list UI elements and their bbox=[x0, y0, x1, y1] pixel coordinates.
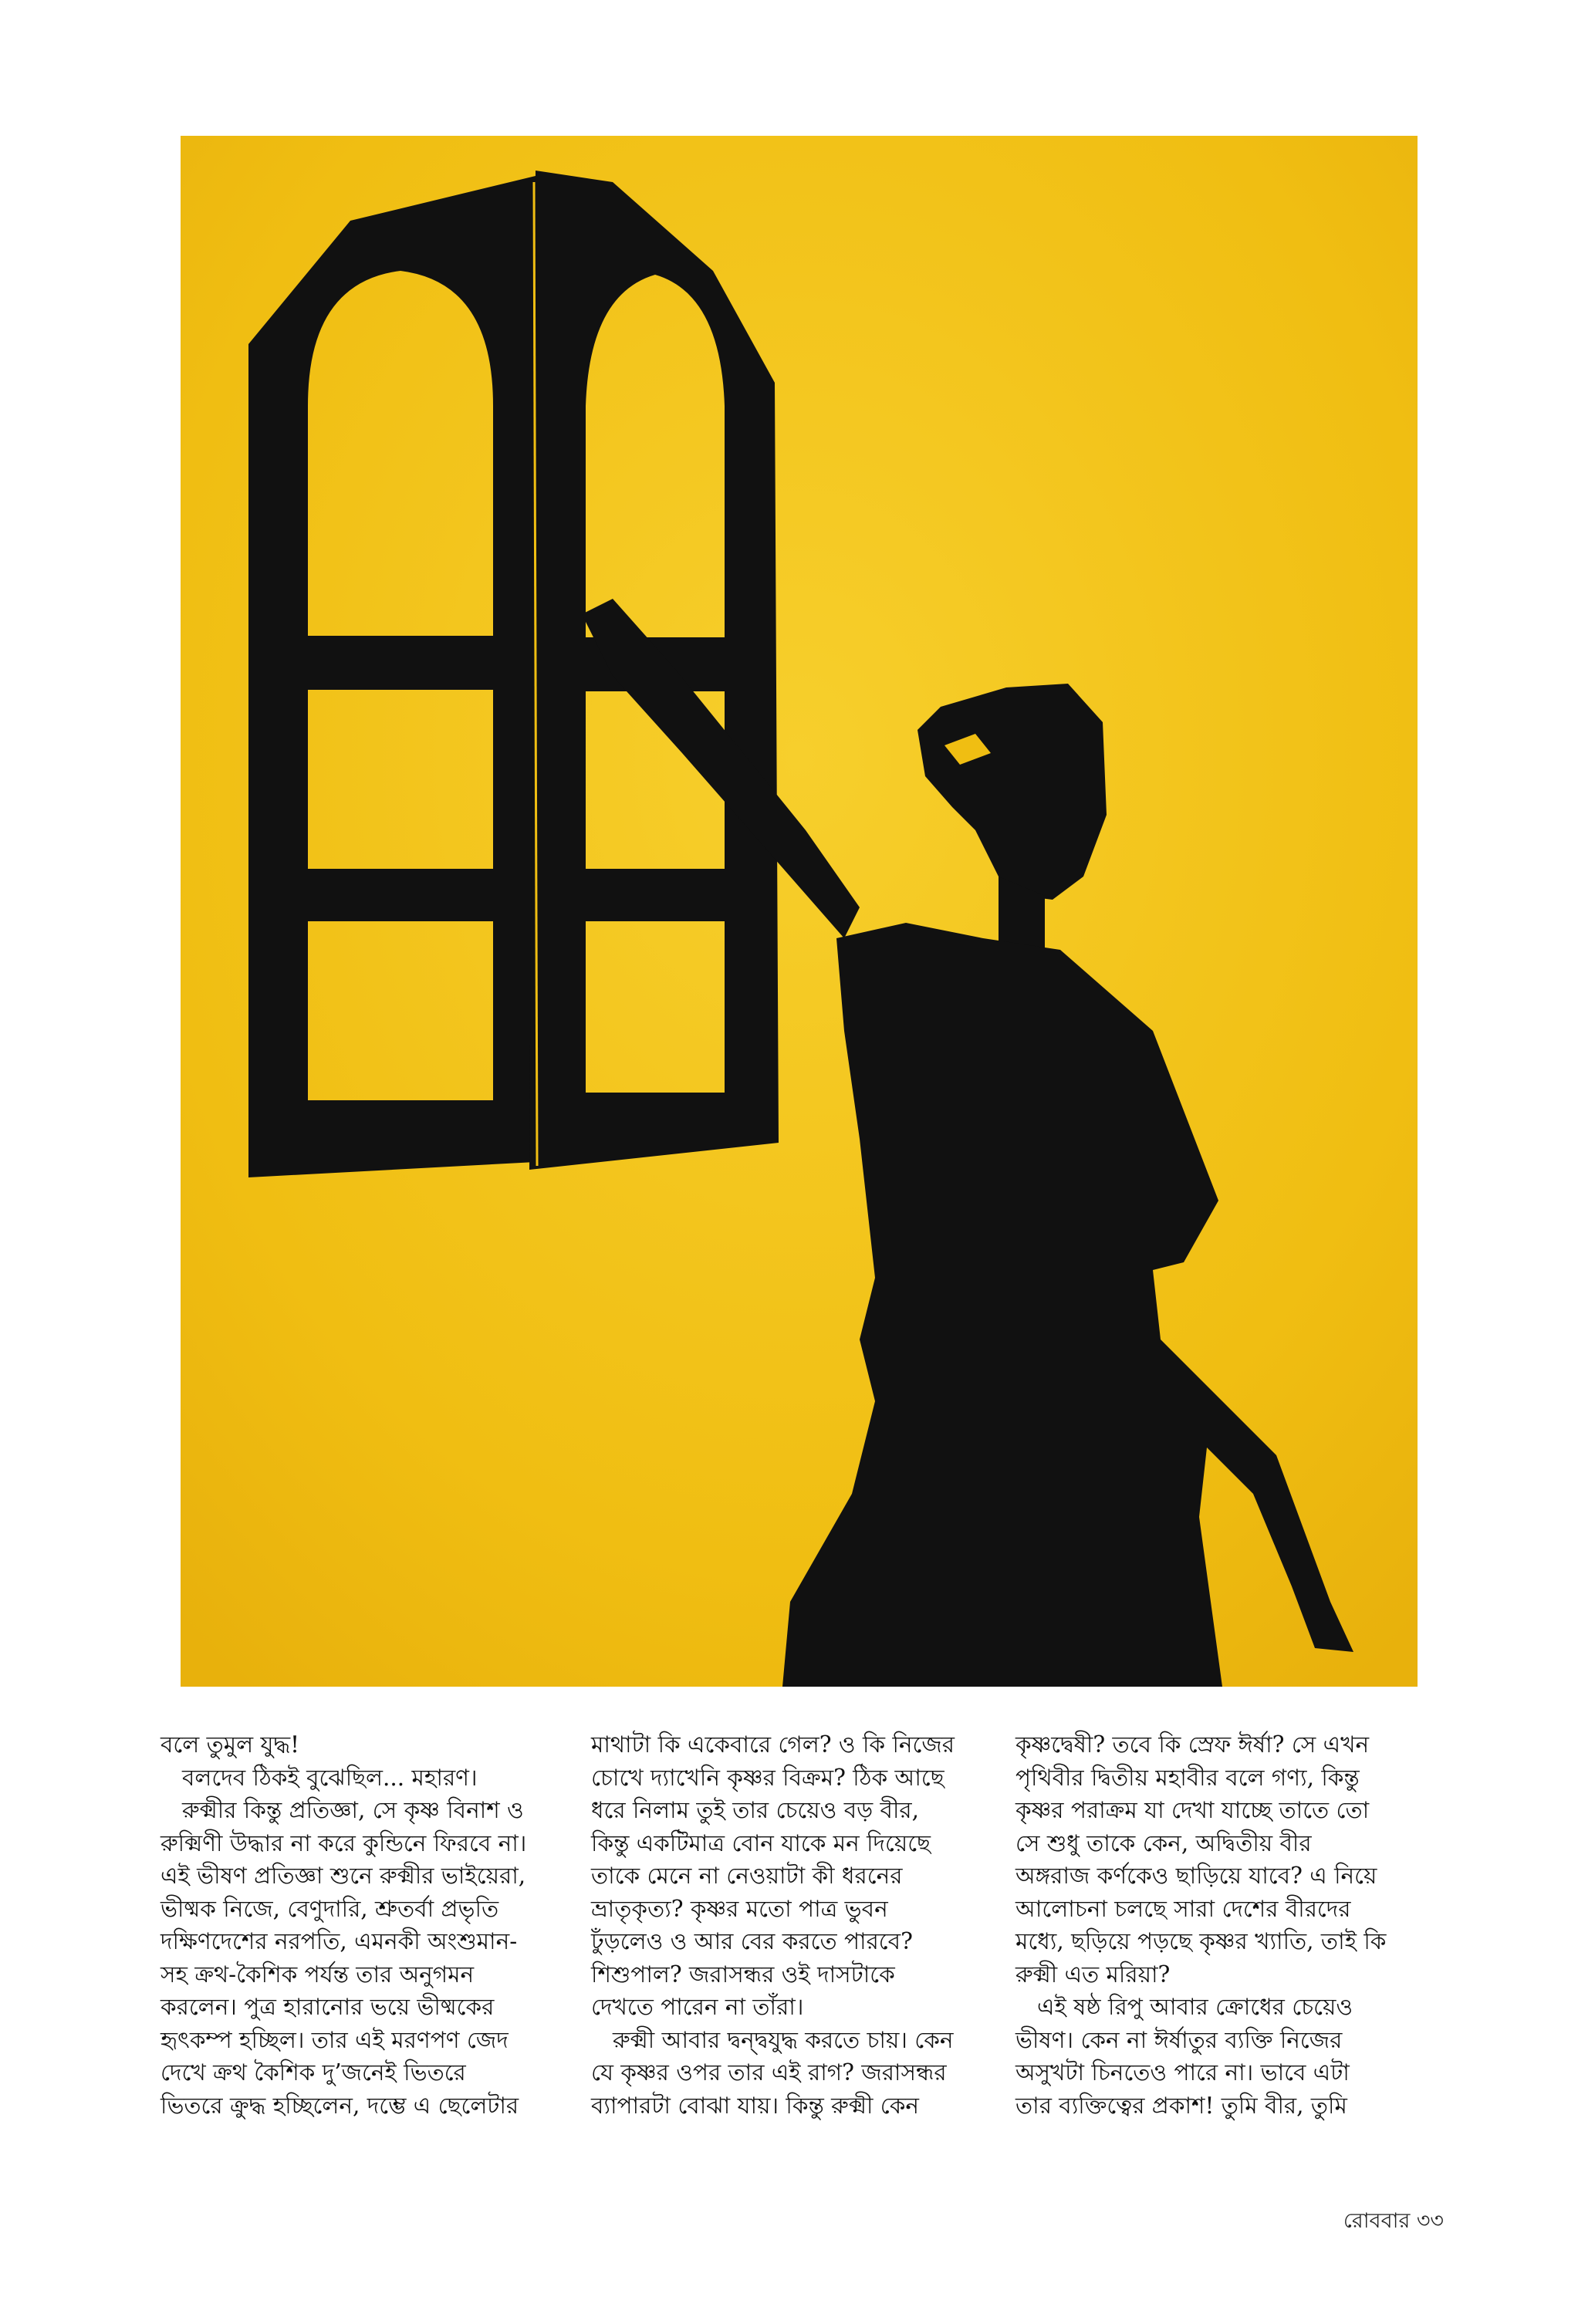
text-line: রুক্মী আবার দ্বন্দ্বযুদ্ধ করতে চায়। কেন bbox=[613, 2026, 954, 2053]
text-line: কৃষ্ণদ্বেষী? তবে কি স্রেফ ঈর্ষা? সে এখন bbox=[1015, 1731, 1370, 1758]
text-line: আলোচনা চলছে সারা দেশের বীরদের bbox=[1015, 1895, 1351, 1922]
text-line: কৃষ্ণর পরাক্রম যা দেখা যাচ্ছে তাতে তো bbox=[1015, 1797, 1370, 1823]
page-footer: রোববার ৩৩ bbox=[1343, 2209, 1444, 2233]
text-line: ভিতরে ক্রুদ্ধ হচ্ছিলেন, দম্ভে এ ছেলেটার bbox=[161, 2092, 519, 2119]
text-column-1 bbox=[161, 1728, 562, 2122]
text-line: এই ভীষণ প্রতিজ্ঞা শুনে রুক্মীর ভাইয়েরা, bbox=[161, 1863, 526, 1889]
text-line: বলে তুমুল যুদ্ধ! bbox=[161, 1731, 299, 1758]
text-line: পৃথিবীর দ্বিতীয় মহাবীর বলে গণ্য, কিন্তু bbox=[1015, 1764, 1360, 1791]
text-line: চোখে দ্যাখেনি কৃষ্ণর বিক্রম? ঠিক আছে bbox=[591, 1764, 944, 1791]
text-line: করলেন। পুত্র হারানোর ভয়ে ভীষ্মকের bbox=[161, 1994, 495, 2020]
text-line: তাকে মেনে না নেওয়াটা কী ধরনের bbox=[591, 1863, 903, 1889]
text-line: হৃৎকম্প হচ্ছিল। তার এই মরণপণ জেদ bbox=[161, 2026, 509, 2053]
text-line: সে শুধু তাকে কেন, অদ্বিতীয় বীর bbox=[1015, 1829, 1312, 1856]
text-line: শিশুপাল? জরাসন্ধর ওই দাসটাকে bbox=[591, 1961, 895, 1988]
text-line: ভ্রাতৃকৃত্য? কৃষ্ণর মতো পাত্র ভুবন bbox=[591, 1895, 888, 1922]
text-line: বলদেব ঠিকই বুঝেছিল... মহারণ। bbox=[182, 1764, 478, 1791]
text-line: রুক্মী এত মরিয়া? bbox=[1015, 1961, 1171, 1988]
text-line: রুক্মীর কিন্তু প্রতিজ্ঞা, সে কৃষ্ণ বিনাশ ও bbox=[182, 1797, 524, 1823]
text-line: তার ব্যক্তিত্বের প্রকাশ! তুমি বীর, তুমি bbox=[1015, 2092, 1347, 2119]
text-line: রুক্মিণী উদ্ধার না করে কুন্ডিনে ফিরবে না। bbox=[161, 1829, 527, 1856]
text-line: অসুখটা চিনতেও পারে না। ভাবে এটা bbox=[1015, 2059, 1350, 2086]
text-line: সহ ক্রথ-কৈশিক পর্যন্ত তার অনুগমন bbox=[161, 1961, 475, 1988]
text-line: কিন্তু একটিমাত্র বোন যাকে মন দিয়েছে bbox=[591, 1829, 931, 1856]
text-line: দক্ষিণদেশের নরপতি, এমনকী অংশুমান- bbox=[161, 1928, 518, 1954]
text-line: যে কৃষ্ণর ওপর তার এই রাগ? জরাসন্ধর bbox=[591, 2059, 947, 2086]
window-silhouette-artwork bbox=[181, 136, 1418, 1687]
text-column-3 bbox=[1015, 1728, 1417, 2122]
text-line: ঢুঁড়লেও ও আর বের করতে পারবে? bbox=[591, 1928, 913, 1954]
text-line: মাথাটা কি একেবারে গেল? ও কি নিজের bbox=[591, 1731, 955, 1758]
text-column-2 bbox=[591, 1728, 992, 2122]
text-line: ধরে নিলাম তুই তার চেয়েও বড় বীর, bbox=[591, 1797, 920, 1823]
text-line: দেখে ক্রথ কৈশিক দু’জনেই ভিতরে bbox=[161, 2059, 466, 2086]
text-line: ভীষ্মক নিজে, বেণুদারি, শ্রুতর্বা প্রভৃতি bbox=[161, 1895, 499, 1922]
text-line: দেখতে পারেন না তাঁরা। bbox=[591, 1994, 804, 2020]
illustration bbox=[181, 136, 1418, 1687]
text-line: মধ্যে, ছড়িয়ে পড়ছে কৃষ্ণর খ্যাতি, তাই কি bbox=[1015, 1928, 1387, 1954]
text-line: এই ষষ্ঠ রিপু আবার ক্রোধের চেয়েও bbox=[1037, 1994, 1353, 2020]
text-line: অঙ্গরাজ কর্ণকেও ছাড়িয়ে যাবে? এ নিয়ে bbox=[1015, 1863, 1377, 1889]
text-line: ব্যাপারটা বোঝা যায়। কিন্তু রুক্মী কেন bbox=[591, 2092, 919, 2119]
text-line: ভীষণ। কেন না ঈর্ষাতুর ব্যক্তি নিজের bbox=[1015, 2026, 1343, 2053]
